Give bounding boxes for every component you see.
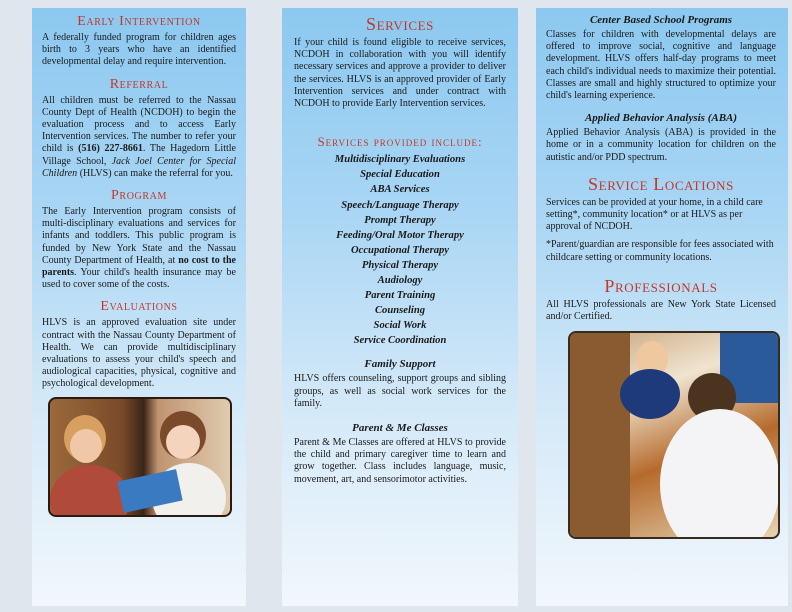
photo-children-reading <box>48 397 232 517</box>
early-intervention-text: A federally funded program for children ages birth to 3 years who have an identified developmental delay and require intervention. <box>42 32 236 68</box>
service-item: Service Coordination <box>353 335 447 347</box>
center-based-heading: Center Based School Programs <box>589 14 733 26</box>
service-item: Parent Training <box>364 290 436 302</box>
aba-text: Applied Behavior Analysis (ABA) is provided in the home or in a community location for children on the autistic and/or PDD spectrum. <box>546 127 776 163</box>
program-text: The Early Intervention program consists of multi-disciplinary evaluations and services for infants and toddlers. This public program is funded by New York State and the Nassau County Department of Health, at no cost to the parents. Your child's health insurance may be used to cover some of the costs. <box>42 206 236 291</box>
family-support-text: HLVS offers counseling, support groups and sibling groups, as well as social work services for the family. <box>294 373 506 409</box>
service-item: Occupational Therapy <box>351 244 449 256</box>
referral-phone: (516) 227-8661 <box>78 143 143 155</box>
service-item: Social Work <box>373 320 427 332</box>
services-provided-heading: Services provided include: <box>317 134 483 150</box>
service-item: Feeding/Oral Motor Therapy <box>336 229 464 241</box>
aba-heading: Applied Behavior Analysis (ABA) <box>584 112 738 125</box>
family-support-heading: Family Support <box>364 358 436 371</box>
panel-middle <box>282 8 518 606</box>
panel-left <box>32 8 246 606</box>
service-item: Multidisciplinary Evaluations <box>334 154 466 166</box>
parent-me-text: Parent & Me Classes are offered at HLVS to provide the child and primary caregiver time to learn and grow together. Class includes language, music, movement, art, and sensorimotor activities. <box>294 437 506 485</box>
service-item: Counseling <box>374 305 426 317</box>
parent-me-heading: Parent & Me Classes <box>352 422 448 435</box>
evaluations-text: HLVS is an approved evaluation site under contract with the Nassau County Department of Health. We can provide multidisciplinary evaluations to assess your child's speech and audiological capacities, physical, cognitive and psychological development. <box>42 317 236 390</box>
panel-right <box>536 8 788 606</box>
services-list <box>294 152 506 348</box>
program-heading: Program <box>111 188 167 204</box>
services-text: If your child is found eligible to receive services, NCDOH in collaboration with you will identify necessary services and approve a provider to deliver the services. HLVS is an approved provider of Early Intervention services and under contract with NCDOH to provide Early Intervention services. <box>294 37 506 110</box>
service-item: Physical Therapy <box>361 259 439 271</box>
evaluations-heading: Evaluations <box>100 299 178 315</box>
center-name: Jack Joel Center for Special Children <box>42 155 236 179</box>
referral-heading: Referral <box>109 76 169 92</box>
photo-adult-lifting-child <box>568 331 780 539</box>
service-item: ABA Services <box>370 184 430 196</box>
services-heading: Services <box>366 14 434 34</box>
professionals-text: All HLVS professionals are New York State Licensed and/or Certified. <box>546 298 776 323</box>
professionals-heading: Professionals <box>604 275 718 296</box>
center-based-text: Classes for children with developmental delays are offered to improve social, cognitive and language development. HLVS offers half-day programs to meet each child's individual needs to maximize their potential. Classes are small and highly structured to optimize your child's learning experience. <box>546 29 776 102</box>
service-locations-heading: Service Locations <box>588 173 734 194</box>
service-locations-text: Services can be provided at your home, in a child care setting*, community location* or at HLVS as per approval of NCDOH. <box>546 196 763 233</box>
no-cost-text: no cost to the parents <box>42 254 236 279</box>
service-locations-note: *Parent/guardian are responsible for fees associated with childcare setting or community locations. <box>546 239 774 263</box>
early-intervention-heading: Early Intervention <box>77 14 201 29</box>
service-item: Audiology <box>377 274 423 286</box>
referral-text: All children must be referred to the Nassau County Dept of Health (NCDOH) to begin the evaluation process and to access Early Intervention services. The number to refer your child is (516) 227-8661. The Hagedorn Little Village School, Jack Joel Center for Special Children (HLVS) can make the referral for you. <box>42 94 236 179</box>
service-item: Prompt Therapy <box>364 214 436 226</box>
service-item: Speech/Language Therapy <box>341 199 459 211</box>
service-item: Special Education <box>360 169 440 181</box>
